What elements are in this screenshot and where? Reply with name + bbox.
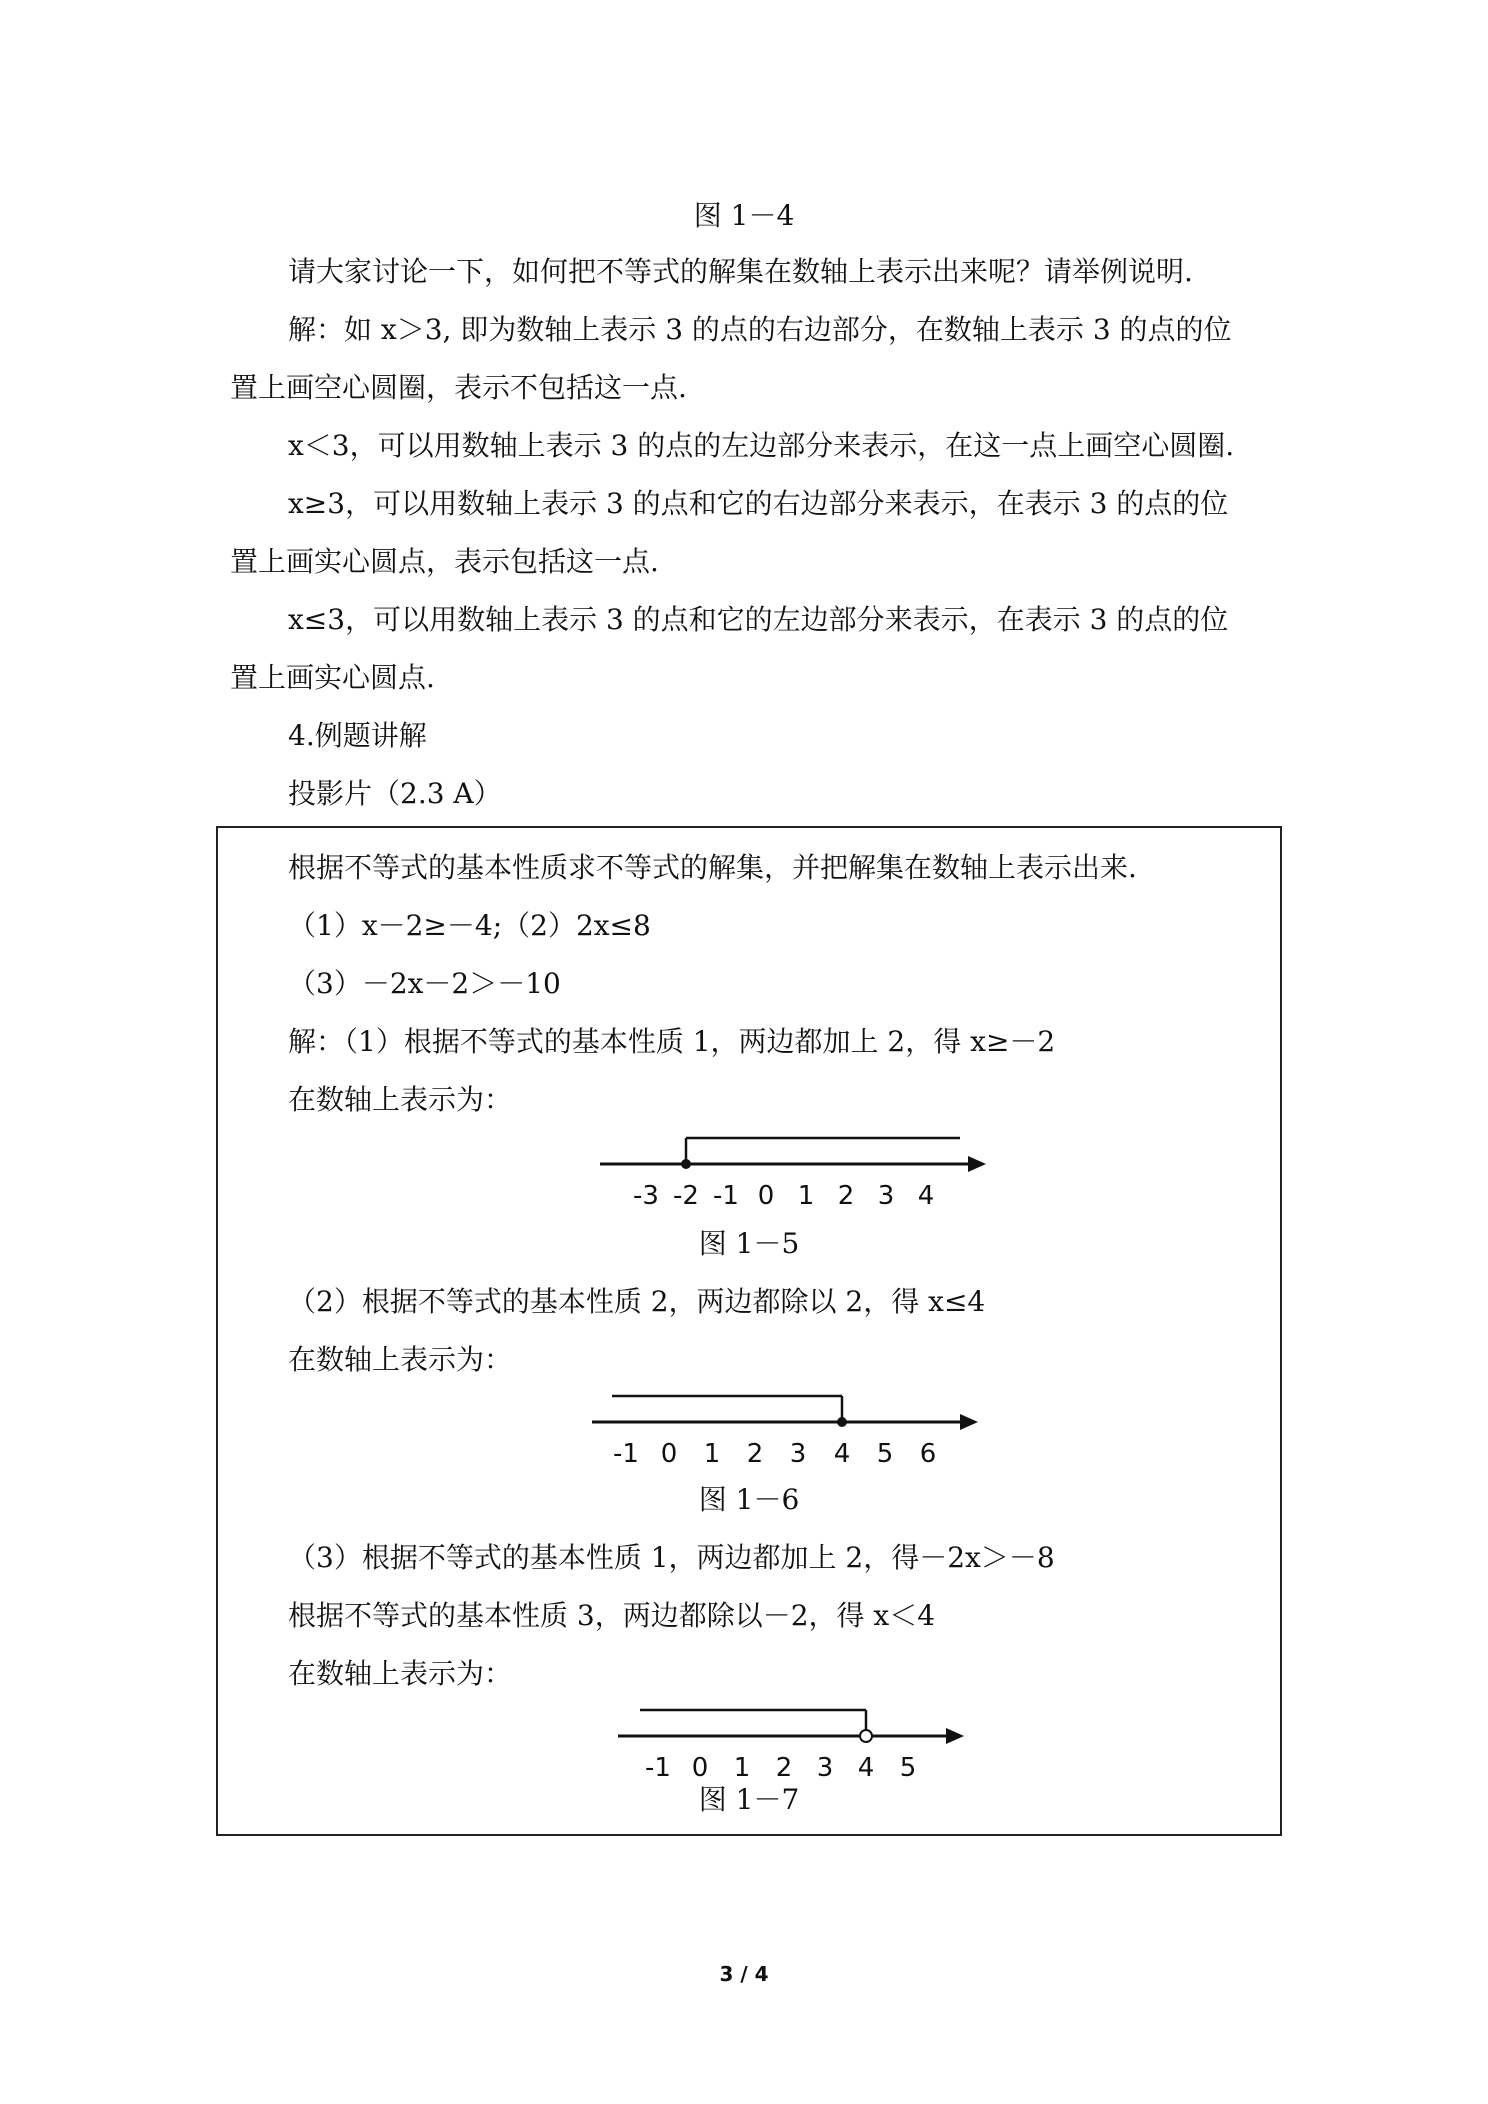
tick-label: 4: [833, 1439, 851, 1469]
paragraph-le-3-line-2: 置上画实心圆点.: [230, 661, 435, 694]
paragraph-ge-3-line-1: x≥3，可以用数轴上表示 3 的点和它的右边部分来表示，在表示 3 的点的位: [288, 487, 1229, 520]
solution-3a: （3）根据不等式的基本性质 1，两边都加上 2，得－2x＞－8: [288, 1541, 1055, 1574]
axis-arrow: [968, 1156, 986, 1172]
tick-label: -1: [613, 1439, 639, 1469]
tick-label: 4: [917, 1181, 935, 1211]
figure-caption-1-5: 图 1－5: [698, 1227, 800, 1260]
tick-label: 0: [660, 1439, 678, 1469]
figure-caption-1-6: 图 1－6: [698, 1483, 800, 1516]
paragraph-discuss: 请大家讨论一下，如何把不等式的解集在数轴上表示出来呢？请举例说明.: [288, 255, 1193, 288]
solid-point: [681, 1159, 691, 1169]
tick-label: 1: [733, 1753, 751, 1783]
number-line-fig-1-6: [592, 1390, 992, 1484]
paragraph-ge-3-line-2: 置上画实心圆点，表示包括这一点.: [230, 545, 659, 578]
tick-label: 5: [876, 1439, 894, 1469]
axis-arrow: [960, 1414, 978, 1430]
paragraph-less-than-3: x＜3，可以用数轴上表示 3 的点的左边部分来表示，在这一点上画空心圆圈.: [288, 429, 1235, 462]
tick-label: 0: [691, 1753, 709, 1783]
tick-label: 2: [837, 1181, 855, 1211]
solution-2: （2）根据不等式的基本性质 2，两边都除以 2，得 x≤4: [288, 1285, 986, 1318]
tick-label: -3: [633, 1181, 659, 1211]
on-axis-label-1: 在数轴上表示为：: [288, 1083, 513, 1116]
slide-label: 投影片（2.3 A）: [288, 777, 502, 810]
tick-label: 3: [877, 1181, 895, 1211]
tick-label: 1: [797, 1181, 815, 1211]
tick-label: -2: [673, 1181, 699, 1211]
tick-label: 3: [789, 1439, 807, 1469]
example-problems-1-2: （1）x－2≥－4;（2）2x≤8: [288, 909, 651, 942]
number-line-svg-1-6: [592, 1390, 992, 1480]
tick-label: -1: [713, 1181, 739, 1211]
example-prompt: 根据不等式的基本性质求不等式的解集，并把解集在数轴上表示出来.: [288, 851, 1137, 884]
tick-label: 2: [775, 1753, 793, 1783]
solution-1: 解：（1）根据不等式的基本性质 1，两边都加上 2，得 x≥－2: [288, 1025, 1056, 1058]
solution-3b: 根据不等式的基本性质 3，两边都除以－2，得 x＜4: [288, 1599, 936, 1632]
tick-label: 5: [899, 1753, 917, 1783]
tick-label: 0: [757, 1181, 775, 1211]
tick-label: 6: [919, 1439, 937, 1469]
paragraph-solution-line-2: 置上画空心圆圈，表示不包括这一点.: [230, 371, 687, 404]
example-problem-3: （3）－2x－2＞－10: [288, 967, 561, 1000]
paragraph-solution-line-1: 解：如 x＞3, 即为数轴上表示 3 的点的右边部分，在数轴上表示 3 的点的位: [288, 313, 1232, 346]
number-line-svg-1-5: [600, 1134, 1000, 1224]
on-axis-label-2: 在数轴上表示为：: [288, 1343, 513, 1376]
figure-caption-1-7: 图 1－7: [698, 1783, 800, 1816]
number-line-svg-1-7: [618, 1702, 978, 1792]
tick-label: 3: [816, 1753, 834, 1783]
paragraph-le-3-line-1: x≤3，可以用数轴上表示 3 的点和它的左边部分来表示，在表示 3 的点的位: [288, 603, 1229, 636]
example-box: [216, 826, 1282, 1836]
axis-arrow: [946, 1728, 964, 1744]
figure-caption-1-4: 图 1－4: [693, 199, 795, 232]
page-number: 3 / 4: [719, 1962, 769, 1986]
section-heading-example: 4.例题讲解: [288, 719, 427, 752]
tick-label: 2: [746, 1439, 764, 1469]
solid-point: [837, 1417, 847, 1427]
tick-label: 1: [703, 1439, 721, 1469]
number-line-fig-1-5: [600, 1134, 1000, 1228]
on-axis-label-3: 在数轴上表示为：: [288, 1657, 513, 1690]
tick-label: 4: [857, 1753, 875, 1783]
tick-label: -1: [645, 1753, 671, 1783]
open-point: [860, 1730, 872, 1742]
